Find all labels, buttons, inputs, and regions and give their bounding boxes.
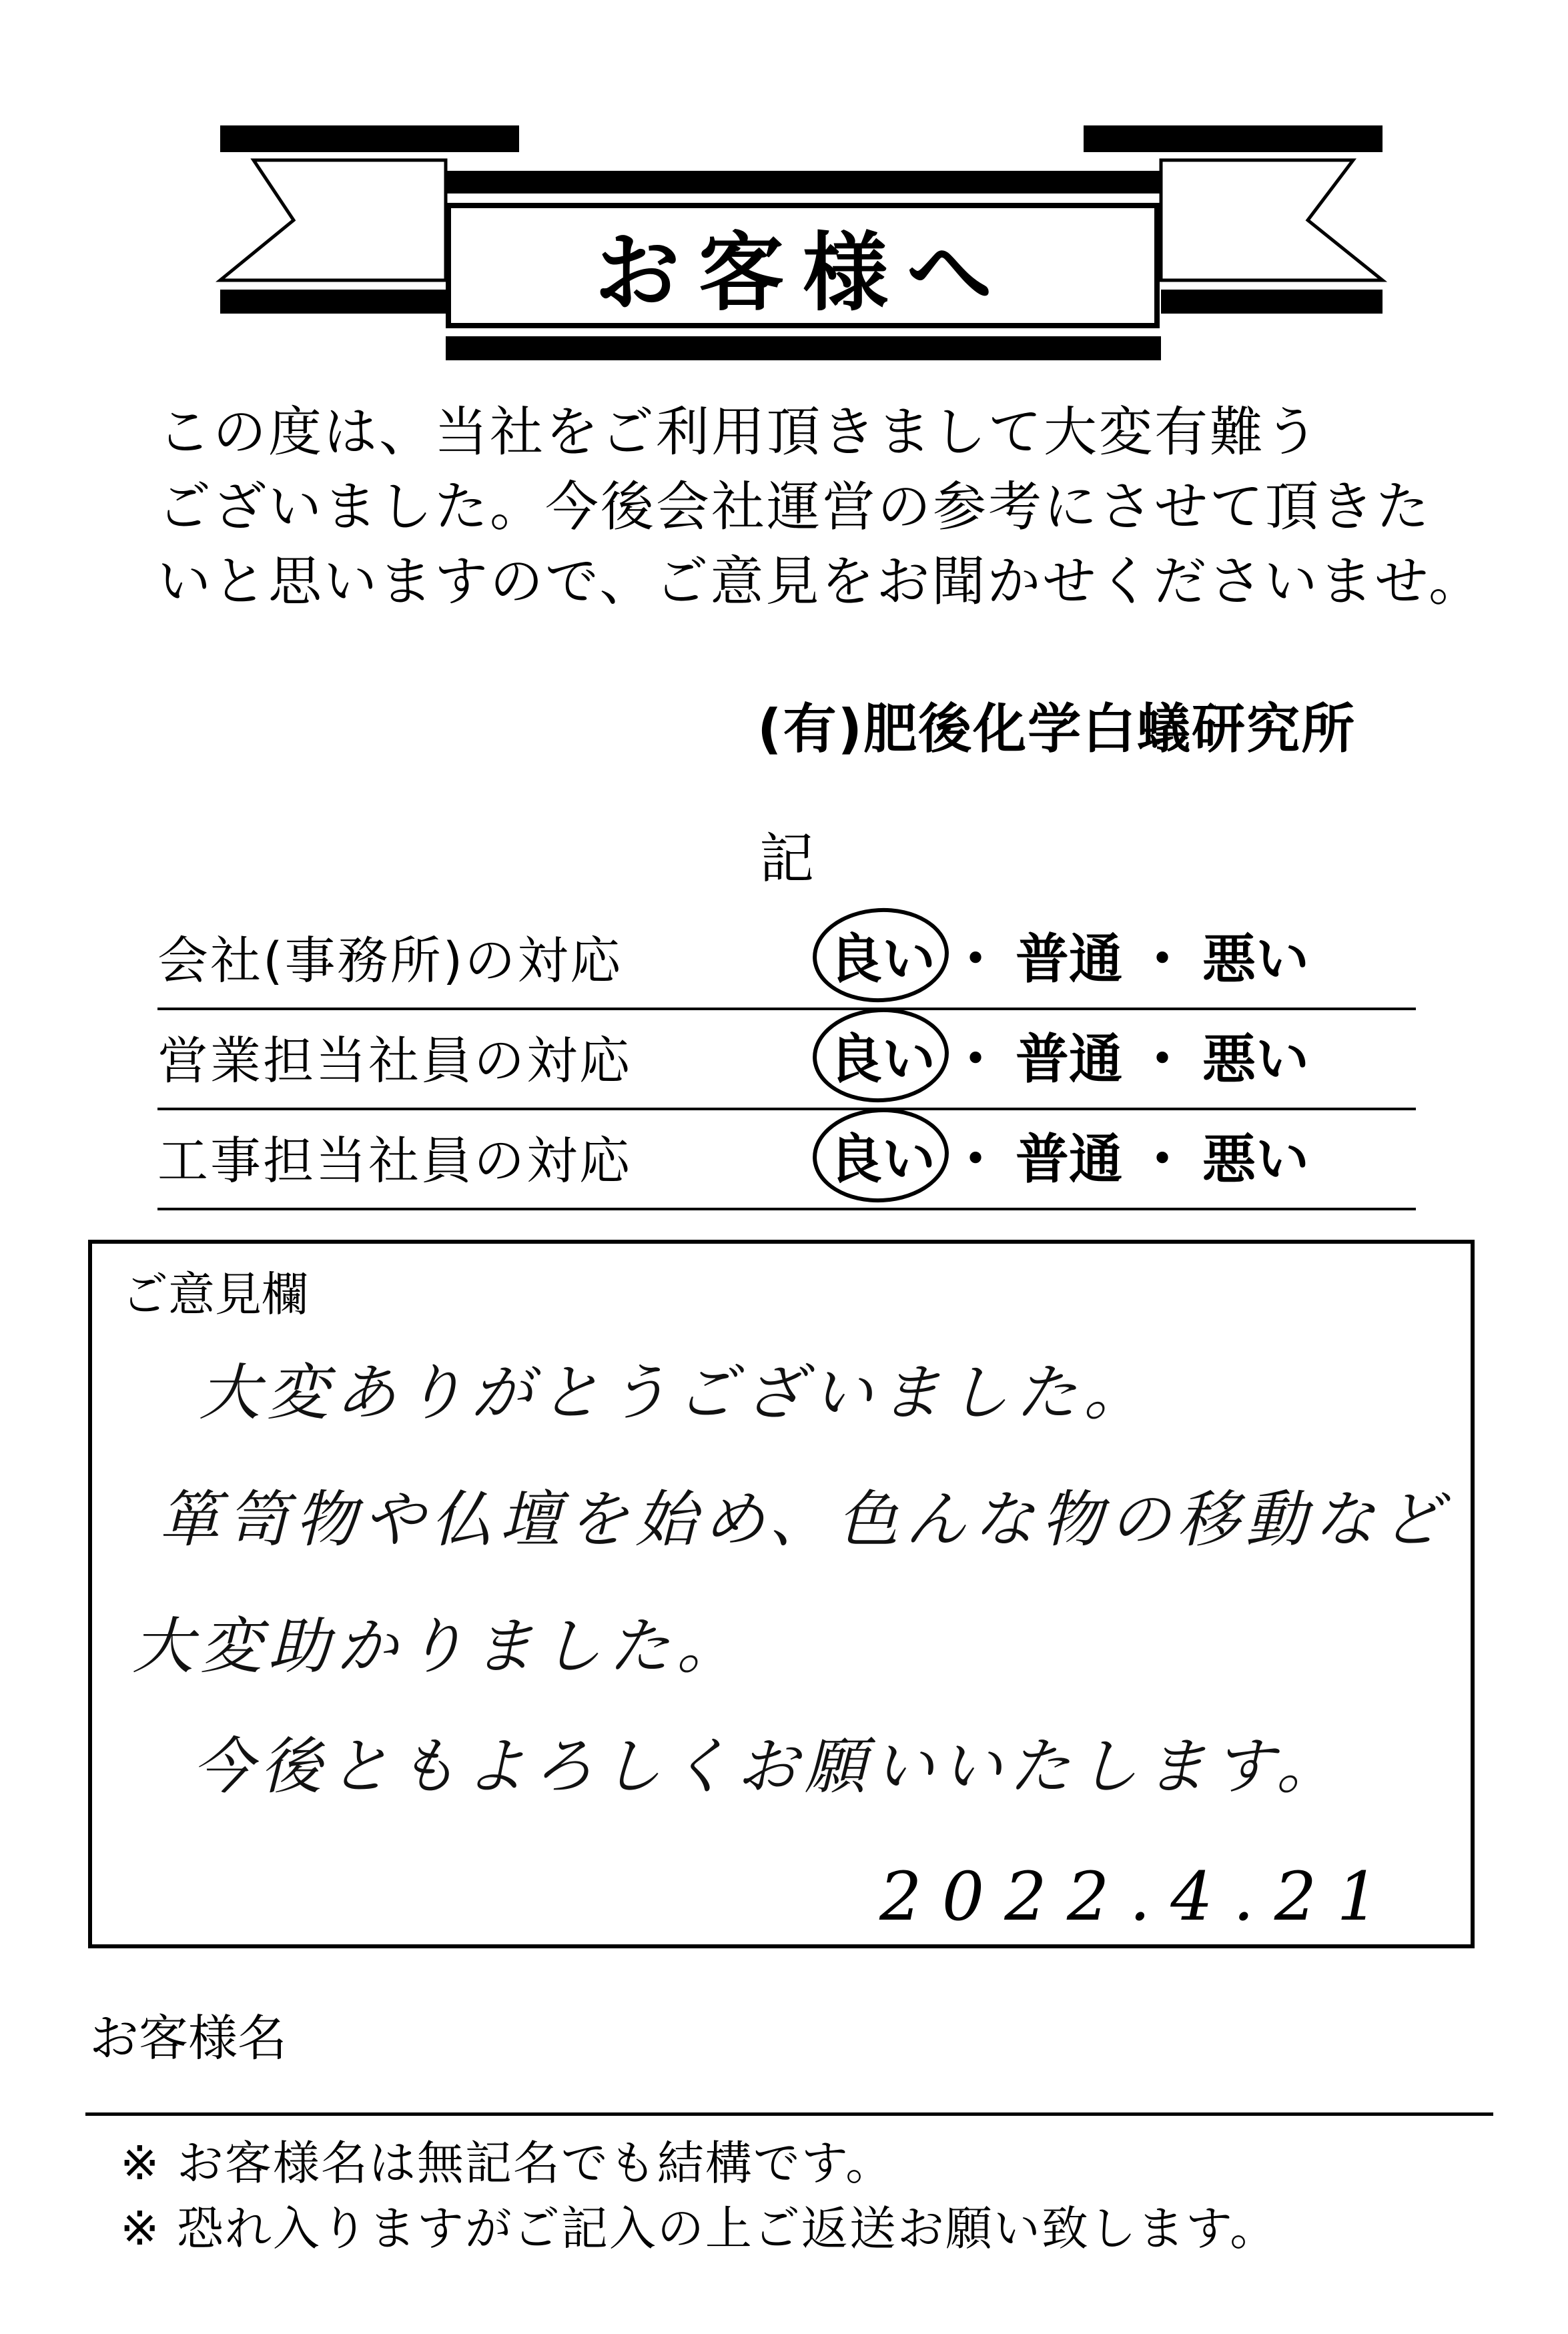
option-separator: ・ — [949, 1128, 1002, 1190]
note-return: ※ 恐れ入りますがご記入の上ご返送お願い致します。 — [120, 2201, 1278, 2256]
customer-name-line[interactable] — [85, 2112, 1493, 2116]
company-name: (有)肥後化学白蟻研究所 — [757, 698, 1356, 760]
option-good[interactable]: 良い — [829, 1116, 935, 1193]
option-good[interactable]: 良い — [829, 916, 935, 993]
evaluation-options — [829, 1116, 1309, 1193]
handwritten-line: 大変ありがとうございました。 — [199, 1357, 1152, 1429]
handwritten-date: 2022.4.21 — [879, 1858, 1399, 1936]
option-separator: ・ — [1136, 928, 1189, 990]
intro-line: この度は、当社をご利用頂きまして大変有難う — [157, 401, 1320, 463]
intro-line: いと思いますので、ご意見をお聞かせくださいませ。 — [157, 550, 1484, 613]
handwritten-line: 今後ともよろしくお願いいたします。 — [192, 1731, 1344, 1802]
option-bad[interactable]: 悪い — [1202, 1028, 1309, 1090]
title-banner — [0, 0, 1568, 374]
intro-paragraph — [157, 395, 1484, 619]
evaluation-row-construction — [157, 1110, 1416, 1210]
option-separator: ・ — [1136, 1028, 1189, 1090]
record-mark: 記 — [759, 827, 815, 891]
comment-box[interactable] — [88, 1240, 1475, 1948]
intro-line: ございました。今後会社運営の参考にさせて頂きた — [157, 476, 1431, 538]
option-bad[interactable]: 悪い — [1202, 1128, 1309, 1190]
option-separator: ・ — [949, 1028, 1002, 1090]
note-anonymous: ※ お客様名は無記名でも結構です。 — [120, 2136, 894, 2191]
handwritten-line: 大変助かりました。 — [132, 1611, 745, 1682]
handwritten-line: 箪笥物や仏壇を始め、色んな物の移動など — [159, 1484, 1450, 1555]
evaluation-options — [829, 916, 1309, 993]
evaluation-row-sales — [157, 1010, 1416, 1110]
banner-title: お客様へ — [594, 223, 1011, 323]
customer-name-label: お客様名 — [89, 2010, 287, 2067]
evaluation-label: 工事担当社員の対応 — [157, 1131, 632, 1190]
evaluation-label: 営業担当社員の対応 — [157, 1031, 632, 1090]
option-separator: ・ — [1136, 1128, 1189, 1190]
evaluation-row-company — [157, 910, 1416, 1010]
option-normal[interactable]: 普通 — [1016, 1128, 1122, 1190]
option-bad[interactable]: 悪い — [1202, 928, 1309, 990]
option-normal[interactable]: 普通 — [1016, 1028, 1122, 1090]
option-normal[interactable]: 普通 — [1016, 928, 1122, 990]
option-separator: ・ — [949, 928, 1002, 990]
evaluation-label: 会社(事務所)の対応 — [157, 931, 623, 990]
evaluation-options — [829, 1016, 1309, 1093]
option-good[interactable]: 良い — [829, 1016, 935, 1093]
comment-label: ご意見欄 — [121, 1267, 308, 1322]
